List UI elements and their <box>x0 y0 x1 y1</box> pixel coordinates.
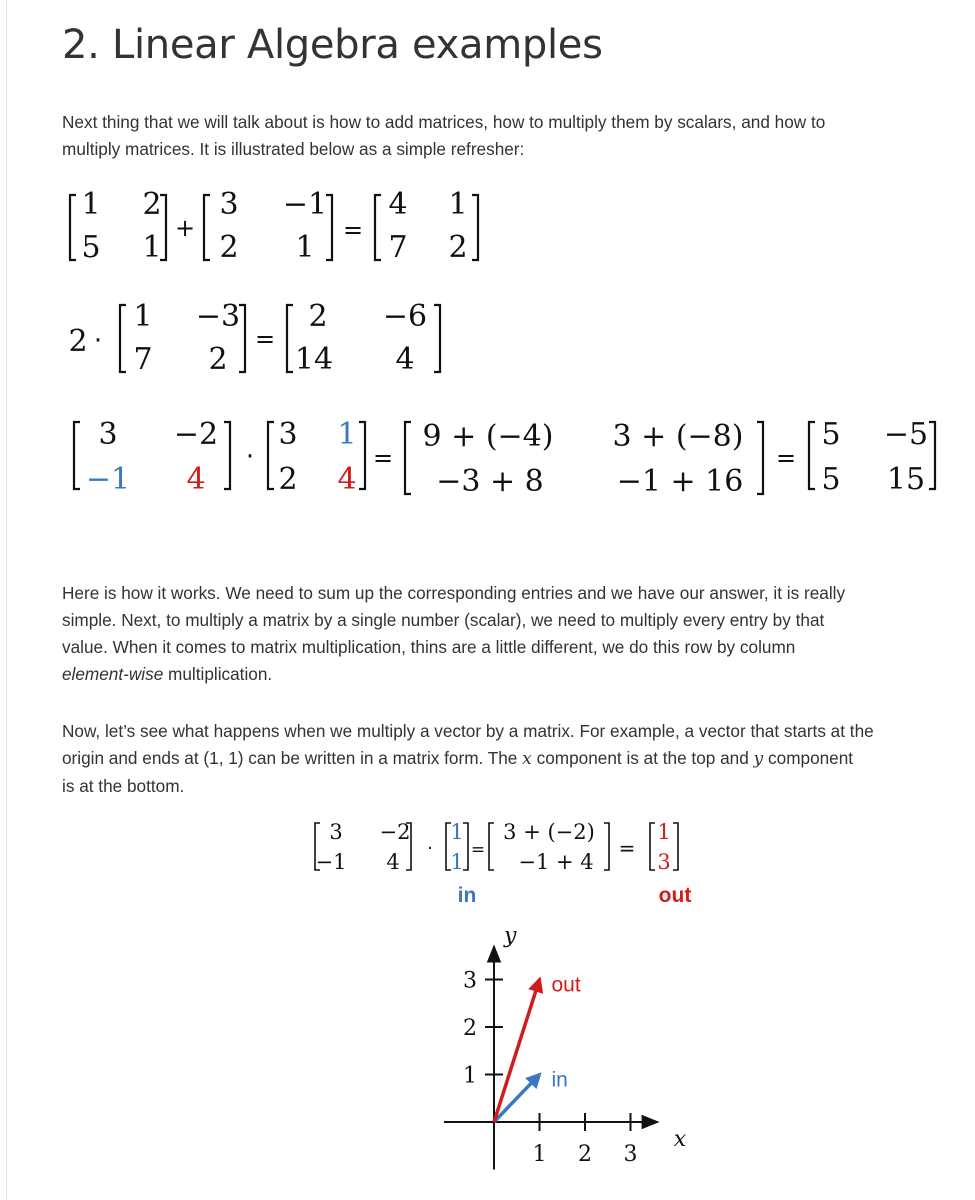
expanded-entry: −3 + 8 <box>436 464 544 499</box>
explanation-line-4: multiplication. <box>163 664 273 684</box>
matrix-entry-highlight: 1 <box>337 417 357 452</box>
vector-intro-line-3: is at the bottom. <box>62 776 185 796</box>
expanded-entry: 3 + (−2) <box>503 820 595 844</box>
equals-sign: = <box>470 840 486 860</box>
expanded-entry: −1 + 16 <box>616 464 744 499</box>
equals-sign: = <box>775 444 797 472</box>
matrix-entry: 3 <box>98 417 118 452</box>
matrix-entry: 2 <box>142 187 162 222</box>
explanation-line-2: simple. Next, to multiply a matrix by a single number (scalar), we need to multiply every entry by that <box>62 610 825 630</box>
matrix-entry: 3 <box>329 820 343 844</box>
vector-equation <box>315 820 691 907</box>
y-tick-label: 3 <box>463 968 477 994</box>
bracket <box>375 195 381 260</box>
matrix-entry-highlight: 4 <box>337 462 357 497</box>
vector-out-entry: 3 <box>657 850 671 874</box>
scalar-value: 2 <box>68 324 88 359</box>
bracket <box>650 823 655 870</box>
explanation-paragraph <box>62 580 957 688</box>
matrix-entry: 14 <box>294 342 334 377</box>
equals-sign: = <box>254 325 276 353</box>
page-title: 2. Linear Algebra examples <box>62 22 603 68</box>
matrix-entry: 2 <box>278 462 298 497</box>
matrix-entry: 3 <box>278 417 298 452</box>
x-axis-label: x <box>673 1127 687 1152</box>
equals-sign: = <box>342 216 364 244</box>
equals-sign: = <box>372 444 394 472</box>
matrix-entry: 1 <box>142 230 162 265</box>
vector-intro-line-1: Now, let’s see what happens when we multiply a vector by a matrix. For example, a vector that starts at the <box>62 721 874 741</box>
matrix-entry: 5 <box>81 230 101 265</box>
bracket <box>224 422 230 489</box>
bracket <box>673 823 678 870</box>
expanded-entry: 3 + (−8) <box>612 419 744 454</box>
vector-in-entry: 1 <box>450 850 464 874</box>
matrix-entry: −6 <box>382 299 428 334</box>
bracket <box>809 422 815 489</box>
matrix-entry: 2 <box>308 299 328 334</box>
matrix-entry: 7 <box>133 342 153 377</box>
intro-line-1: Next thing that we will talk about is how to add matrices, how to multiply them by scalars, and how to <box>62 112 826 132</box>
bracket <box>405 422 411 494</box>
bracket <box>434 305 440 372</box>
vector-in-entry: 1 <box>450 820 464 844</box>
matrix-entry: 1 <box>81 187 101 222</box>
matrix-entry: 4 <box>386 850 400 874</box>
matrix-entry: 4 <box>395 342 415 377</box>
matrix-entry: −5 <box>883 417 929 452</box>
vector-label-in: in <box>551 1068 568 1092</box>
matrix-entry: −3 <box>195 299 241 334</box>
explanation-line-3: value. When it comes to matrix multiplication, thins are a little different, we do this row by column <box>62 637 796 657</box>
bracket <box>120 305 126 372</box>
x-tick-label: 3 <box>623 1142 638 1167</box>
bracket <box>489 823 494 870</box>
vector-label-out: out <box>551 973 581 997</box>
expanded-entry: 9 + (−4) <box>422 419 554 454</box>
matrix-entry: 5 <box>821 417 841 452</box>
matrix-entry: 1 <box>295 230 315 265</box>
plus-sign: + <box>174 214 196 242</box>
intro-line-2: multiply matrices. It is illustrated below as a simple refresher: <box>62 139 525 159</box>
bracket <box>757 422 763 494</box>
dot-operator: · <box>245 442 255 472</box>
out-label: out <box>658 884 692 907</box>
matrix-entry: 3 <box>219 187 239 222</box>
y-variable: y <box>753 749 764 769</box>
x-tick-label: 2 <box>578 1142 592 1167</box>
vector-intro-line-2b: component is at the top and <box>531 748 754 768</box>
bracket <box>204 195 210 260</box>
vector-intro-line-2a: origin and ends at (1, 1) can be written in a matrix form. The <box>62 748 523 768</box>
matrix-entry: 2 <box>219 230 239 265</box>
expanded-entry: −1 + 4 <box>518 850 594 874</box>
matrix-entry: −1 <box>282 187 328 222</box>
y-axis-label: y <box>504 923 517 949</box>
matrix-entry: 2 <box>448 230 468 265</box>
equals-sign: = <box>618 836 636 860</box>
bracket <box>604 823 609 870</box>
y-tick-label: 1 <box>463 1063 477 1089</box>
explanation-line-1: Here is how it works. We need to sum up the corresponding entries and we have our answer, it is really <box>62 583 846 603</box>
bracket <box>463 823 468 870</box>
y-tick-label: 2 <box>463 1016 477 1041</box>
vector-out-entry: 1 <box>657 820 671 844</box>
product-equation <box>74 417 935 499</box>
italic-term: element-wise <box>62 664 164 684</box>
matrix-entry: 4 <box>388 187 408 222</box>
matrix-entry: 1 <box>133 299 153 334</box>
addition-equation <box>70 187 478 265</box>
matrix-entry: 1 <box>448 187 468 222</box>
bracket <box>359 422 365 489</box>
matrix-entry: −2 <box>379 820 411 844</box>
dot-operator: · <box>427 838 433 859</box>
dot-operator: · <box>93 326 103 356</box>
matrix-entry-highlight: 4 <box>186 462 206 497</box>
vector-intro-paragraph <box>62 718 957 800</box>
matrix-entry: 7 <box>388 230 408 265</box>
matrix-entry: 5 <box>821 462 841 497</box>
bracket <box>472 195 478 260</box>
vector-intro-line-2c: component <box>763 748 854 768</box>
in-label: in <box>457 884 477 907</box>
bracket <box>268 422 274 489</box>
bracket <box>74 422 80 489</box>
matrix-entry: 2 <box>208 342 228 377</box>
matrix-entry: −2 <box>173 417 219 452</box>
bracket <box>70 195 76 260</box>
vector-plot <box>444 923 687 1169</box>
matrix-entry: −1 <box>315 850 347 874</box>
scalar-equation <box>68 299 440 377</box>
bracket <box>929 422 935 489</box>
bracket <box>287 305 293 372</box>
x-variable: x <box>522 749 532 769</box>
matrix-entry-highlight: −1 <box>85 462 131 497</box>
x-tick-label: 1 <box>532 1142 547 1167</box>
matrix-entry: 15 <box>886 462 926 497</box>
